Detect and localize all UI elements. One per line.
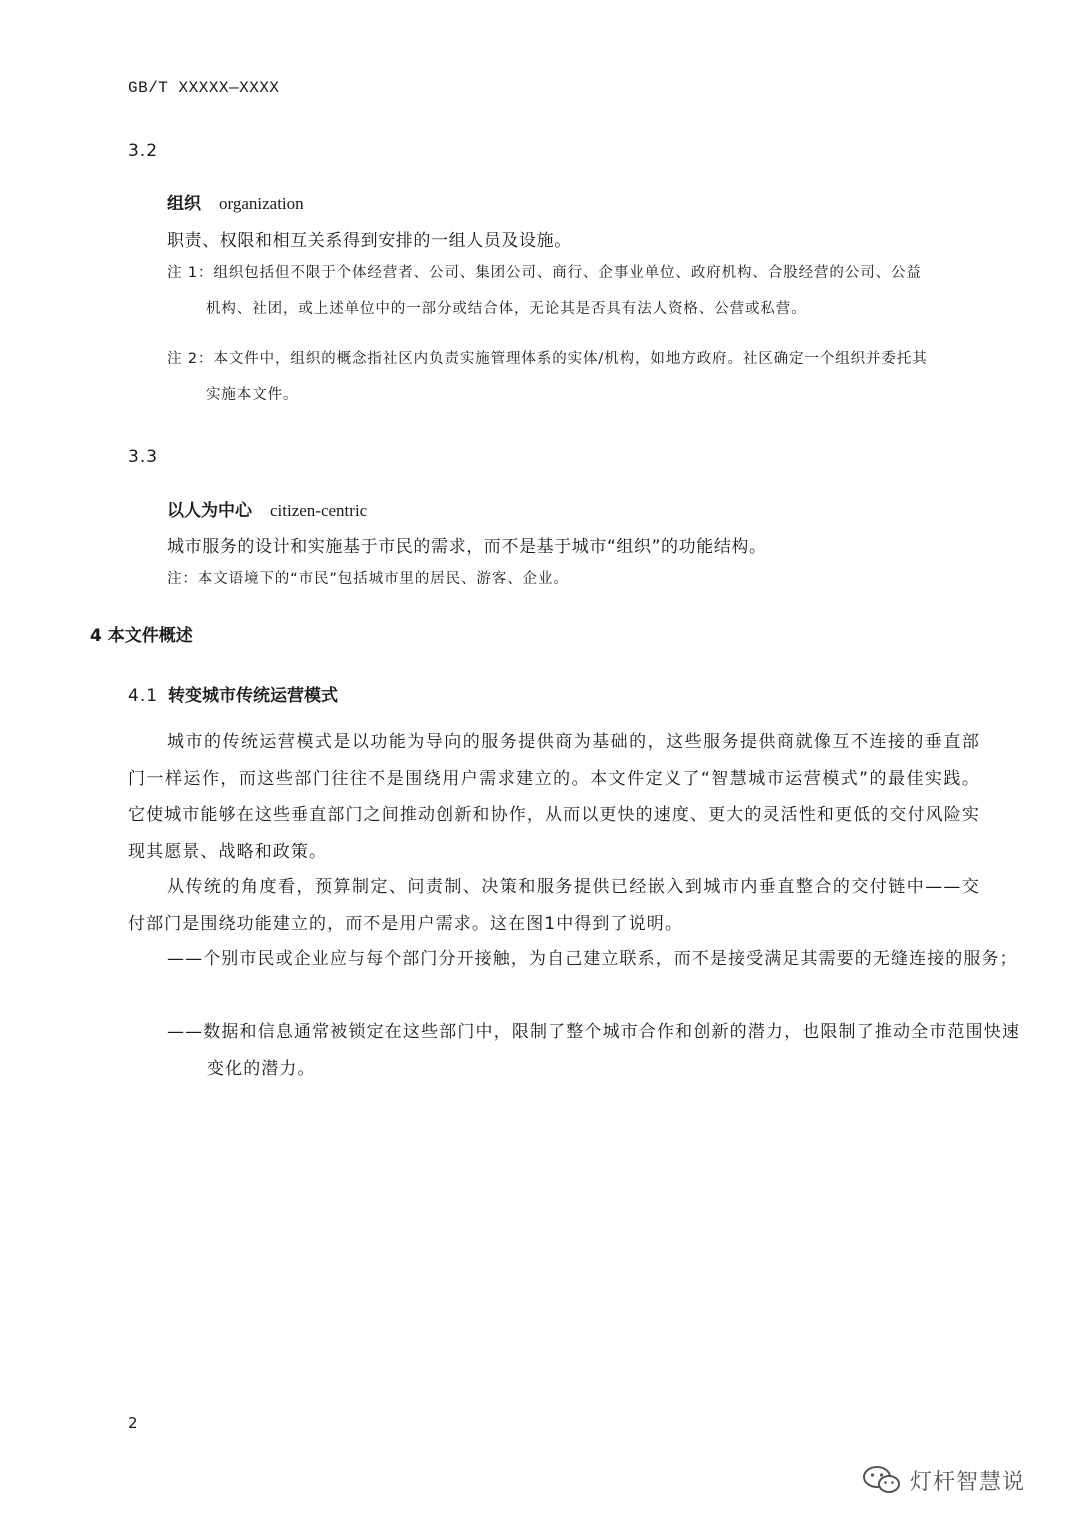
- section-title: 转变城市传统运营模式: [168, 686, 339, 706]
- note-2-line-2: 实施本文件。: [206, 387, 299, 403]
- page-number: 2: [128, 1414, 138, 1432]
- note-2: [167, 341, 928, 377]
- term-organization: [167, 189, 304, 214]
- paragraph-1: 城市的传统运营模式是以功能为导向的服务提供商为基础的，这些服务提供商就像互不连接的垂直部门一样运作，而这些部门往往不是围绕用户需求建立的。本文件定义了“智慧城市运营模式”的最佳实践。它使城市能够在这些垂直部门之间推动创新和协作，从而以更快的速度、更大的灵活性和更低的交付风险实现其愿景、战略和政策。: [128, 732, 980, 862]
- list-item-1: ——个别市民或企业应与每个部门分开接触，为自己建立联系，而不是接受满足其需要的无缝连接的服务；: [167, 949, 1018, 969]
- term-zh: 组织: [167, 194, 201, 214]
- note-2-line-1: 本文件中，组织的概念指社区内负责实施管理体系的实体/机构，如地方政府。社区确定一个组织并委托其: [213, 351, 928, 367]
- term-en: organization: [219, 194, 304, 213]
- term-zh: 以人为中心: [167, 501, 252, 521]
- clause-number-3-3: 3.3: [128, 447, 159, 467]
- section-number: 4.1: [128, 686, 159, 706]
- watermark-text: 灯杆智慧说: [910, 1469, 1026, 1495]
- definition-organization: 职责、权限和相互关系得到安排的一组人员及设施。: [167, 231, 572, 251]
- note-1-line-1: 组织包括但不限于个体经营者、公司、集团公司、商行、企事业单位、政府机构、合股经营的公司、公益: [213, 265, 922, 281]
- definition-citizen-centric: 城市服务的设计和实施基于市民的需求，而不是基于城市“组织”的功能结构。: [167, 537, 767, 557]
- term-citizen-centric: [167, 496, 367, 521]
- wechat-icon: [862, 1464, 902, 1496]
- note-label: 注 2：: [167, 351, 214, 367]
- note-citizen: 注：本文语境下的“市民”包括城市里的居民、游客、企业。: [167, 571, 569, 587]
- note-label: 注 1：: [167, 265, 214, 281]
- watermark: [862, 1460, 1025, 1500]
- section-heading-4-1: [128, 681, 338, 706]
- clause-number-3-2: 3.2: [128, 141, 159, 161]
- standard-code: GB/T XXXXX—XXXX: [128, 79, 280, 97]
- section-heading-4: 4 本文件概述: [90, 626, 193, 646]
- paragraph-2: 从传统的角度看，预算制定、问责制、决策和服务提供已经嵌入到城市内垂直整合的交付链中——交付部门是围绕功能建立的，而不是用户需求。这在图1中得到了说明。: [128, 877, 980, 934]
- list-item-2: ——数据和信息通常被锁定在这些部门中，限制了整个城市合作和创新的潜力，也限制了推动全市范围快速变化的潜力。: [167, 1022, 1020, 1079]
- term-en: citizen-centric: [270, 501, 368, 520]
- note-1-line-2: 机构、社团，或上述单位中的一部分或结合体，无论其是否具有法人资格、公营或私营。: [206, 301, 807, 317]
- note-1: [167, 255, 922, 291]
